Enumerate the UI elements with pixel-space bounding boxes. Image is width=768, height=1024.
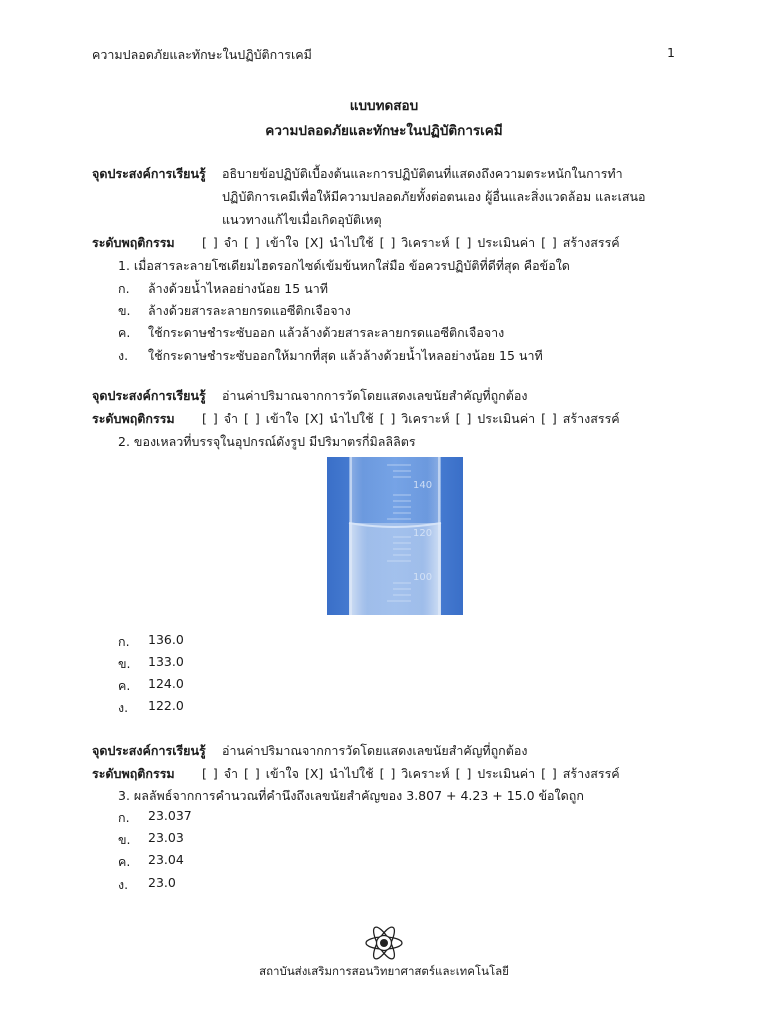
objective-text: อ่านค่าปริมาณจากการวัดโดยแสดงเลขนัยสำคัญที่ถูกต้อง <box>222 388 528 403</box>
ipst-logo-icon <box>364 923 404 963</box>
choice-text: 124.0 <box>148 676 184 691</box>
choice-letter: ก. <box>118 281 130 296</box>
level-label: ระดับพฤติกรรม <box>92 235 175 250</box>
choice-letter: ค. <box>118 854 131 869</box>
choice-letter: ข. <box>118 832 131 847</box>
document-subtitle: ความปลอดภัยและทักษะในปฏิบัติการเคมี <box>265 123 503 139</box>
level-options: [ ] จำ [ ] เข้าใจ [X] นำไปใช้ [ ] วิเคราะห์ [ ] ประเมินค่า [ ] สร้างสรรค์ <box>202 766 620 781</box>
choice-text: ใช้กระดาษชำระซับออก แล้วล้างด้วยสารละลายกรดแอซีติกเจือจาง <box>148 325 505 340</box>
level-label: ระดับพฤติกรรม <box>92 411 175 426</box>
cylinder-tick-label: 140 <box>413 480 433 491</box>
choice-text: 133.0 <box>148 654 184 669</box>
question-text: 1. เมื่อสารละลายโซเดียมไฮดรอกไซด์เข้มข้นหกใส่มือ ข้อควรปฏิบัติที่ดีที่สุด คือข้อใด <box>118 258 570 273</box>
objective-label: จุดประสงค์การเรียนรู้ <box>92 166 206 181</box>
objective-label: จุดประสงค์การเรียนรู้ <box>92 743 206 758</box>
choice-text: 122.0 <box>148 698 184 713</box>
choice-letter: ง. <box>118 348 129 363</box>
objective-text: อ่านค่าปริมาณจากการวัดโดยแสดงเลขนัยสำคัญที่ถูกต้อง <box>222 743 528 758</box>
document-title: แบบทดสอบ <box>349 98 419 114</box>
choice-text: ล้างด้วยสารละลายกรดแอซีติกเจือจาง <box>148 303 351 318</box>
choice-text: 23.04 <box>148 852 184 867</box>
choice-letter: ง. <box>118 700 129 715</box>
choice-letter: ค. <box>118 325 131 340</box>
cylinder-tick-label: 120 <box>413 528 433 539</box>
choice-text: 23.037 <box>148 808 192 823</box>
choice-text: 23.0 <box>148 875 176 890</box>
question-text: 3. ผลลัพธ์จากการคำนวณที่คำนึงถึงเลขนัยสำคัญของ 3.807 + 4.23 + 15.0 ข้อใดถูก <box>118 788 584 803</box>
choice-letter: ง. <box>118 877 129 892</box>
level-label: ระดับพฤติกรรม <box>92 766 175 781</box>
objective-text: แนวทางแก้ไขเมื่อเกิดอุบัติเหตุ <box>222 212 382 227</box>
choice-letter: ก. <box>118 810 130 825</box>
choice-letter: ข. <box>118 656 131 671</box>
choice-letter: ข. <box>118 303 131 318</box>
level-options: [ ] จำ [ ] เข้าใจ [X] นำไปใช้ [ ] วิเคราะห์ [ ] ประเมินค่า [ ] สร้างสรรค์ <box>202 235 620 250</box>
footer-institution: สถาบันส่งเสริมการสอนวิทยาศาสตร์และเทคโนโลยี <box>259 964 509 978</box>
level-options: [ ] จำ [ ] เข้าใจ [X] นำไปใช้ [ ] วิเคราะห์ [ ] ประเมินค่า [ ] สร้างสรรค์ <box>202 411 620 426</box>
choice-text: ใช้กระดาษชำระซับออกให้มากที่สุด แล้วล้างด้วยน้ำไหลอย่างน้อย 15 นาที <box>148 348 543 363</box>
choice-text: 136.0 <box>148 632 184 647</box>
running-header: ความปลอดภัยและทักษะในปฏิบัติการเคมี <box>92 47 312 62</box>
objective-text: อธิบายข้อปฏิบัติเบื้องต้นและการปฏิบัติตนที่แสดงถึงความตระหนักในการทำ <box>222 166 623 181</box>
choice-letter: ก. <box>118 634 130 649</box>
choice-text: 23.03 <box>148 830 184 845</box>
graduated-cylinder-illustration <box>327 457 463 615</box>
objective-text: ปฏิบัติการเคมีเพื่อให้มีความปลอดภัยทั้งต่อตนเอง ผู้อื่นและสิ่งแวดล้อม และเสนอ <box>222 189 646 204</box>
objective-label: จุดประสงค์การเรียนรู้ <box>92 388 206 403</box>
choice-text: ล้างด้วยน้ำไหลอย่างน้อย 15 นาที <box>148 281 328 296</box>
graduated-cylinder-photo <box>327 457 463 615</box>
choice-letter: ค. <box>118 678 131 693</box>
question-text: 2. ของเหลวที่บรรจุในอุปกรณ์ดังรูป มีปริมาตรกี่มิลลิลิตร <box>118 434 416 449</box>
cylinder-tick-label: 100 <box>413 572 433 583</box>
page-number: 1 <box>667 45 675 60</box>
